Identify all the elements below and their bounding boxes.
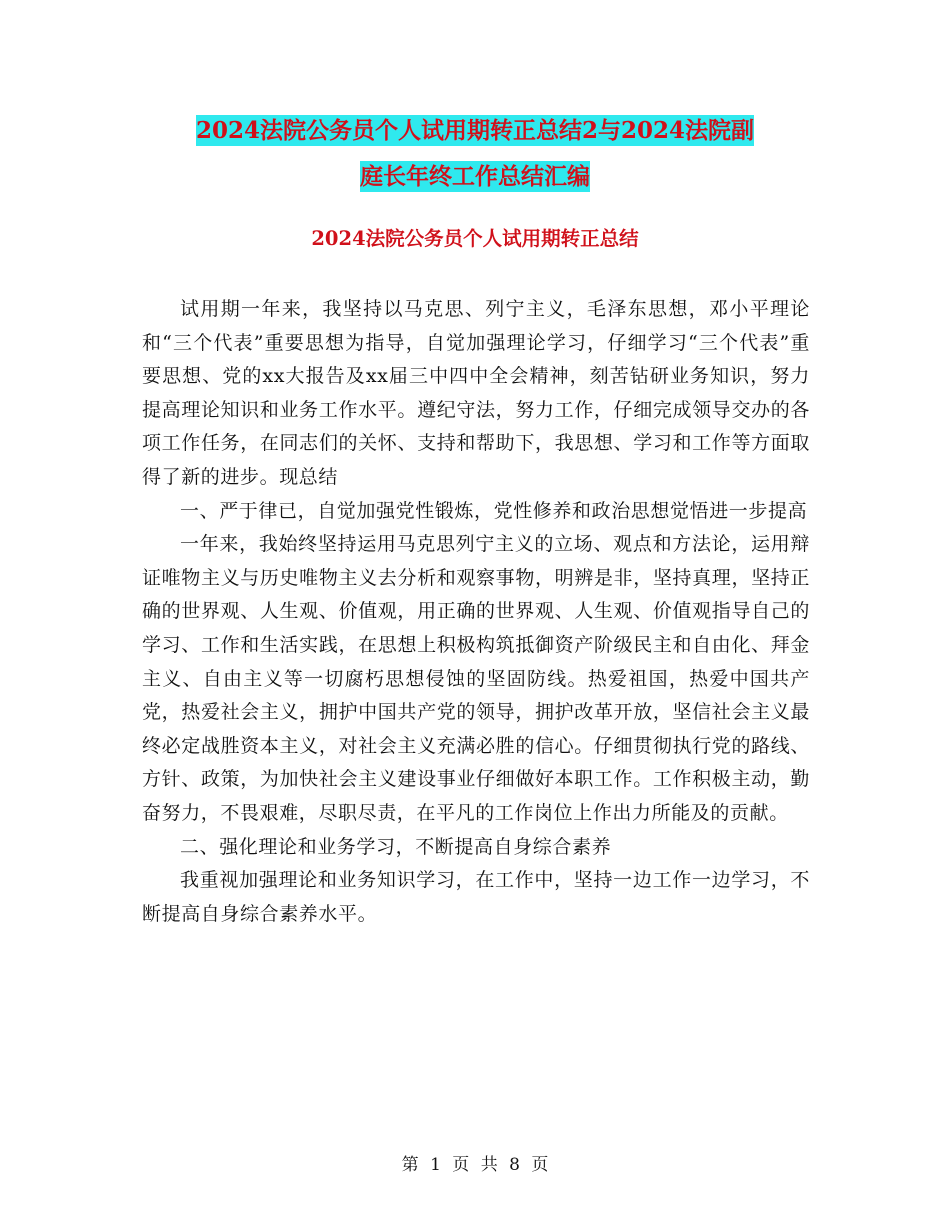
title-line-1: 2024法院公务员个人试用期转正总结2与2024法院副	[195, 117, 755, 144]
document-body	[142, 293, 810, 931]
section-heading: 一、严于律已，自觉加强党性锻炼，党性修养和政治思想觉悟进一步提高	[180, 499, 808, 522]
section-title: 2024法院公务员个人试用期转正总结	[311, 227, 639, 250]
page-footer: 第 1 页 共 8 页	[401, 1155, 549, 1175]
body-paragraph: 一年来，我始终坚持运用马克思列宁主义的立场、观点和方法论，运用辩证唯物主义与历史唯物主义去分析和观察事物，明辨是非，坚持真理，坚持正确的世界观、人生观、价值观，用正确的世界观、人生观、价值观指导自己的学习、工作和生活实践，在思想上积极构筑抵御资产阶级民主和自由化、拜金主义、自由主义等一切腐朽思想侵蚀的坚固防线。热爱祖国，热爱中国共产党，热爱社会主义，拥护中国共产党的领导，拥护改革开放，坚信社会主义最终必定战胜资本主义，对社会主义充满必胜的信心。仔细贯彻执行党的路线、方针、政策，为加快社会主义建设事业仔细做好本职工作。工作积极主动，勤奋努力，不畏艰难，尽职尽责，在平凡的工作岗位上作出力所能及的贡献。	[142, 533, 810, 824]
body-paragraph: 我重视加强理论和业务知识学习，在工作中，坚持一边工作一边学习，不断提高自身综合素养水平。	[142, 869, 810, 925]
section-heading: 二、强化理论和业务学习，不断提高自身综合素养	[180, 835, 612, 858]
document-title	[0, 108, 950, 200]
title-line-2: 庭长年终工作总结汇编	[360, 163, 590, 190]
body-paragraph: 试用期一年来，我坚持以马克思、列宁主义，毛泽东思想，邓小平理论和“三个代表”重要思想为指导，自觉加强理论学习，仔细学习“三个代表”重要思想、党的xx大报告及xx届三中四中全会精神，刻苦钻研业务知识，努力提高理论知识和业务工作水平。遵纪守法，努力工作，仔细完成领导交办的各项工作任务，在同志们的关怀、支持和帮助下，我思想、学习和工作等方面取得了新的进步。现总结	[142, 298, 810, 488]
